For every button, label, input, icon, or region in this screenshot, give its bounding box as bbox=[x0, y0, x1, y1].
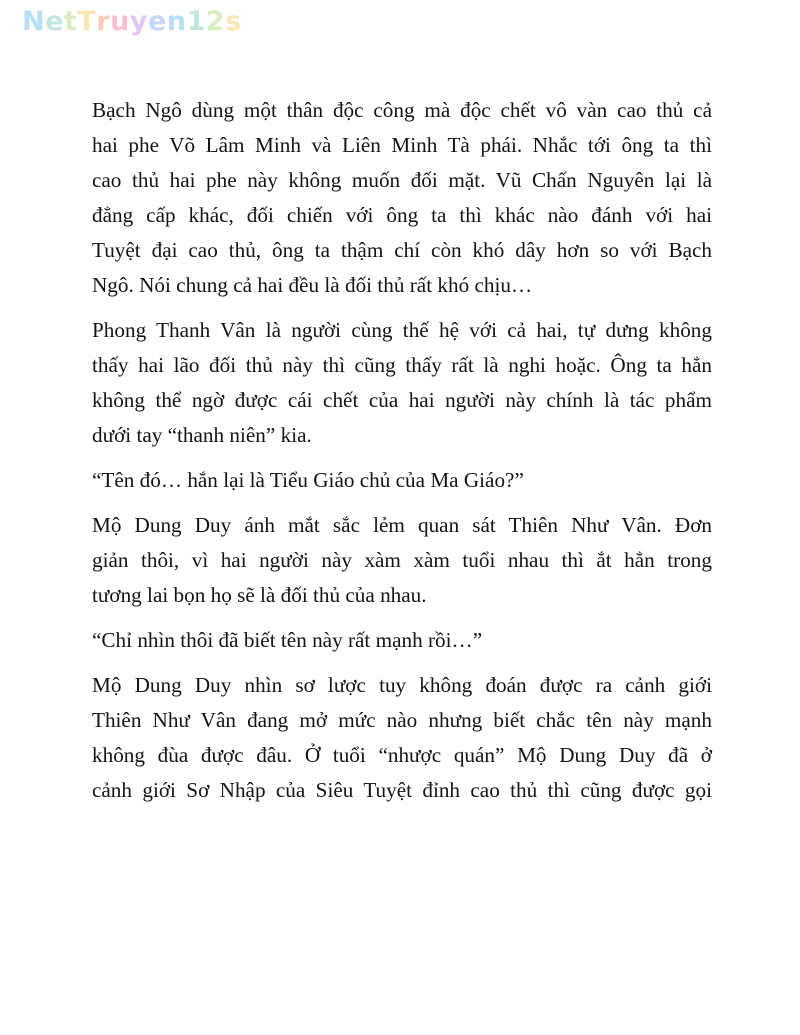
text-line: Thiên Như Vân đang mở mức nào nhưng biết chắc tên này mạnh bbox=[92, 708, 712, 732]
paragraph bbox=[92, 508, 712, 613]
text-line: thấy hai lão đối thủ này thì cũng thấy rất là nghi hoặc. Ông ta hẳn bbox=[92, 353, 712, 377]
watermark-letter: s bbox=[225, 6, 242, 37]
paragraph bbox=[92, 463, 712, 498]
text-line: cao thủ hai phe này không muốn đối mặt. Vũ Chấn Nguyên lại là bbox=[92, 168, 712, 192]
watermark-letter: u bbox=[110, 6, 130, 37]
text-line: hai phe Võ Lâm Minh và Liên Minh Tà phái. Nhắc tới ông ta thì bbox=[92, 133, 712, 157]
text-line: đẳng cấp khác, đối chiến với ông ta thì khác nào đánh với hai bbox=[92, 203, 712, 227]
text-line: “Chỉ nhìn thôi đã biết tên này rất mạnh rồi…” bbox=[92, 628, 483, 652]
paragraph bbox=[92, 623, 712, 658]
text-line: dưới tay “thanh niên” kia. bbox=[92, 423, 312, 447]
text-line: “Tên đó… hắn lại là Tiểu Giáo chủ của Ma Giáo?” bbox=[92, 468, 524, 492]
watermark-letter: N bbox=[22, 6, 46, 37]
paragraph bbox=[92, 668, 712, 808]
watermark-letter: 2 bbox=[205, 6, 226, 37]
watermark-letter: 1 bbox=[186, 6, 206, 37]
paragraph bbox=[92, 93, 712, 303]
text-line: Mộ Dung Duy ánh mắt sắc lẻm quan sát Thiên Như Vân. Đơn bbox=[92, 513, 712, 537]
watermark-letter: T bbox=[77, 6, 97, 37]
text-line: Tuyệt đại cao thủ, ông ta thậm chí còn khó dây hơn so với Bạch bbox=[92, 238, 712, 262]
site-watermark-logo bbox=[22, 8, 242, 35]
watermark-letter: n bbox=[166, 6, 187, 37]
watermark-letter: e bbox=[147, 6, 167, 37]
text-line: Ngô. Nói chung cả hai đều là đối thủ rất khó chịu… bbox=[92, 273, 533, 297]
text-line: tương lai bọn họ sẽ là đối thủ của nhau. bbox=[92, 583, 427, 607]
text-line: Mộ Dung Duy nhìn sơ lược tuy không đoán được ra cảnh giới bbox=[92, 673, 712, 697]
paragraph bbox=[92, 313, 712, 453]
watermark-letter: e bbox=[45, 6, 64, 37]
watermark-letter: t bbox=[63, 6, 78, 37]
text-line: Bạch Ngô dùng một thân độc công mà độc chết vô vàn cao thủ cả bbox=[92, 98, 712, 122]
chapter-text bbox=[92, 93, 712, 818]
text-line: giản thôi, vì hai người này xàm xàm tuổi nhau thì ắt hẳn trong bbox=[92, 548, 712, 572]
text-line: không thể ngờ được cái chết của hai người này chính là tác phẩm bbox=[92, 388, 712, 412]
watermark-letter: r bbox=[96, 6, 111, 37]
text-line: Phong Thanh Vân là người cùng thế hệ với cả hai, tự dưng không bbox=[92, 318, 712, 342]
text-line: không đùa được đâu. Ở tuổi “nhược quán” Mộ Dung Duy đã ở bbox=[92, 743, 712, 767]
text-line: cảnh giới Sơ Nhập của Siêu Tuyệt đỉnh cao thủ thì cũng được gọi bbox=[92, 778, 712, 802]
watermark-letter: y bbox=[129, 6, 148, 37]
